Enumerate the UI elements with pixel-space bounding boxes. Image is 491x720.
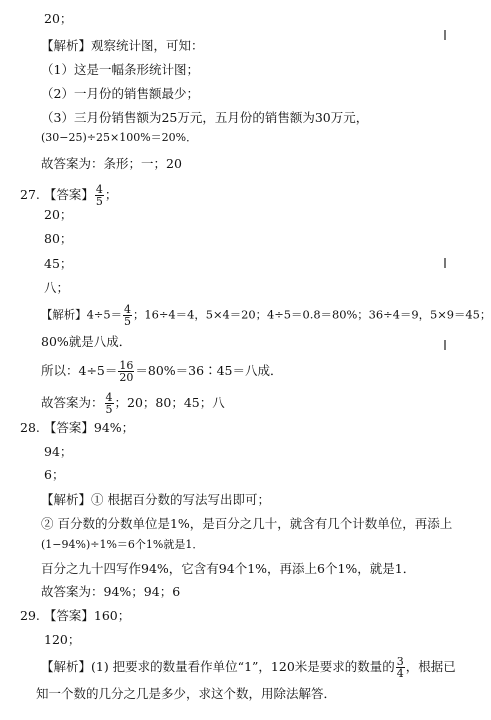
answer-line: 80； [44, 231, 73, 246]
analysis-line [41, 304, 491, 327]
analysis-line [41, 656, 456, 679]
question-28-answer [20, 420, 134, 436]
numerator: 4 [124, 303, 131, 316]
denominator: 5 [105, 403, 113, 416]
answer-line: 20； [44, 11, 73, 26]
question-number: 29. [20, 608, 40, 623]
question-number: 28. [20, 420, 40, 435]
denominator: 20 [119, 371, 134, 384]
denominator: 4 [396, 667, 404, 680]
answer-line: 120； [44, 632, 81, 647]
answer-values: ；20；80；45；八 [114, 395, 225, 410]
question-29-answer [20, 608, 130, 624]
analysis-heading: 【解析】① 根据百分数的写法写出即可； [41, 492, 270, 507]
page-edge-mark [444, 30, 446, 40]
fraction [105, 392, 114, 415]
final-answer [41, 392, 225, 415]
answer-prefix: 故答案为： [41, 395, 104, 410]
analysis-line: 百分之九十四写作94%，它含有94个1%，再添上6个1%，就是1． [41, 561, 416, 576]
fraction [118, 360, 134, 383]
calculation-line: (30−25)÷25×100%＝20%． [41, 131, 198, 144]
analysis-text: ，根据已 [405, 659, 456, 674]
denominator: 5 [95, 195, 103, 208]
analysis-line: ② 百分数的分数单位是1%，是百分之几十，就含有几个计数单位，再添上 [41, 516, 453, 531]
analysis-step-1: （1）这是一幅条形统计图； [41, 62, 199, 77]
numerator: 3 [396, 655, 404, 668]
final-answer: 故答案为：94%；94；6 [41, 584, 181, 599]
analysis-step-2: （2）一月份的销售额最少； [41, 86, 199, 101]
analysis-line: 80%就是八成． [41, 334, 132, 349]
fraction [123, 304, 132, 327]
page-edge-mark [444, 258, 446, 268]
numerator: 4 [105, 391, 113, 404]
analysis-text: ；16÷4＝4，5×4＝20；4÷5＝0.8＝80%；36÷4＝9，5×9＝45； [133, 307, 491, 322]
answer-line: 八； [44, 280, 70, 295]
analysis-heading: 【解析】观察统计图，可知： [41, 38, 204, 53]
answer-line: 20； [44, 207, 73, 222]
question-number: 27. [20, 187, 40, 202]
analysis-text: 【解析】(1) 把要求的数量看作单位“1”，120米是要求的数量的 [41, 659, 395, 674]
answer-text: 【答案】94%； [43, 420, 135, 435]
denominator: 5 [124, 315, 131, 328]
answer-label: 【答案】 [43, 187, 94, 202]
numerator: 4 [95, 183, 103, 196]
answer-line: 6； [44, 467, 65, 482]
answer-text: 【答案】160； [43, 608, 131, 623]
page-edge-mark [444, 340, 446, 350]
question-27-answer [20, 184, 117, 207]
fraction [396, 656, 405, 679]
answer-line: 45； [44, 256, 73, 271]
analysis-text: 所以：4÷5＝ [41, 363, 118, 378]
separator: ； [104, 187, 118, 202]
calculation-line: (1−94%)÷1%＝6个1%就是1． [41, 538, 204, 551]
analysis-line: 知一个数的几分之几是多少，求这个数，用除法解答． [36, 686, 337, 701]
analysis-text: 【解析】4÷5＝ [41, 307, 122, 322]
answer-line: 94； [44, 444, 73, 459]
analysis-line [41, 360, 283, 383]
analysis-text: ＝80%＝36∶45＝八成． [135, 363, 283, 378]
numerator: 16 [119, 359, 134, 372]
analysis-step-3: （3）三月份销售额为25万元，五月份的销售额为30万元， [41, 110, 369, 125]
fraction [95, 184, 104, 207]
final-answer: 故答案为：条形；一；20 [41, 156, 182, 171]
